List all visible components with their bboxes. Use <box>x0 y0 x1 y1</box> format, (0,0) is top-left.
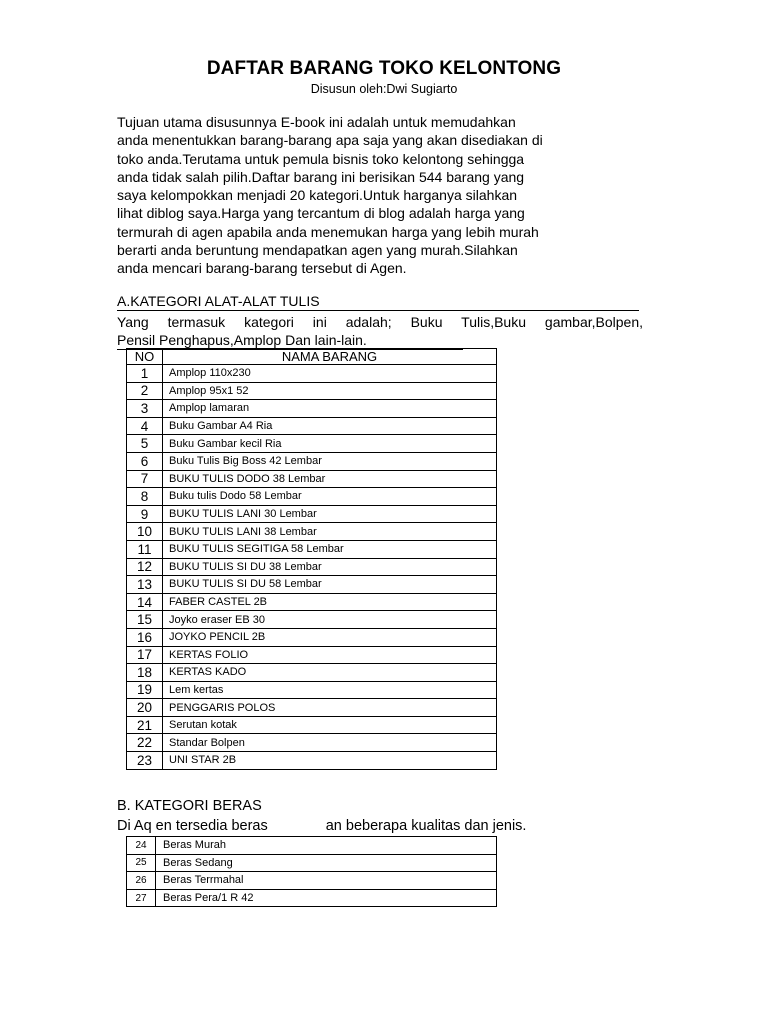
table-row <box>127 628 497 646</box>
item-number: 7 <box>127 470 163 488</box>
item-name: Amplop 95x1 52 <box>163 382 497 400</box>
document-title: DAFTAR BARANG TOKO KELONTONG <box>206 58 562 79</box>
table-row <box>127 400 497 418</box>
item-number: 3 <box>127 400 163 418</box>
item-name: PENGGARIS POLOS <box>163 699 497 717</box>
item-name: KERTAS KADO <box>163 664 497 682</box>
table-row <box>127 435 497 453</box>
item-number: 20 <box>127 699 163 717</box>
item-number: 21 <box>127 716 163 734</box>
table-row <box>127 854 497 872</box>
item-number: 12 <box>127 558 163 576</box>
item-number: 5 <box>127 435 163 453</box>
item-name: Standar Bolpen <box>163 734 497 752</box>
section-a-heading: A.KATEGORI ALAT-ALAT TULIS <box>117 293 639 311</box>
stationery-table <box>126 348 497 770</box>
section-b-desc-part: Di Aq en tersedia beras <box>117 818 268 834</box>
item-number: 8 <box>127 488 163 506</box>
intro-line: berarti anda beruntung mendapatkan agen yang murah.Silahkan <box>117 242 518 259</box>
document-author: Disusun oleh:Dwi Sugiarto <box>310 82 458 96</box>
item-name: Buku Gambar kecil Ria <box>163 435 497 453</box>
intro-line: anda menentukkan barang-barang apa saja yang akan disediakan di <box>117 132 543 149</box>
intro-paragraph <box>117 113 607 278</box>
table-row <box>127 488 497 506</box>
section-a-desc-line: Yang termasuk kategori ini adalah; Buku Tulis,Buku gambar,Bolpen, <box>117 314 643 330</box>
table-row <box>127 646 497 664</box>
table-row <box>127 505 497 523</box>
table-row <box>127 382 497 400</box>
item-name: BUKU TULIS SI DU 38 Lembar <box>163 558 497 576</box>
item-name: BUKU TULIS LANI 30 Lembar <box>163 505 497 523</box>
intro-line: lihat diblog saya.Harga yang tercantum di blog adalah harga yang <box>117 205 525 222</box>
table-row <box>127 664 497 682</box>
table-row <box>127 716 497 734</box>
section-b-desc-part: an beberapa kualitas dan jenis. <box>325 818 527 834</box>
item-name: Buku Tulis Big Boss 42 Lembar <box>163 452 497 470</box>
intro-line: anda mencari barang-barang tersebut di Agen. <box>117 260 407 277</box>
table-row <box>127 837 497 855</box>
table-row <box>127 365 497 383</box>
item-number: 6 <box>127 452 163 470</box>
item-number: 18 <box>127 664 163 682</box>
table-row <box>127 470 497 488</box>
item-number: 15 <box>127 611 163 629</box>
section-b-description <box>117 818 526 834</box>
column-header-no: NO <box>127 349 163 365</box>
item-name: BUKU TULIS SI DU 58 Lembar <box>163 576 497 594</box>
table-row <box>127 681 497 699</box>
intro-line: termurah di agen apabila anda menemukan harga yang lebih murah <box>117 223 539 240</box>
column-header-name: NAMA BARANG <box>163 349 497 365</box>
item-name: KERTAS FOLIO <box>163 646 497 664</box>
item-number: 10 <box>127 523 163 541</box>
rice-table <box>126 836 497 907</box>
item-name: Beras Sedang <box>156 854 497 872</box>
item-name: FABER CASTEL 2B <box>163 593 497 611</box>
item-name: Lem kertas <box>163 681 497 699</box>
table-row <box>127 593 497 611</box>
item-number: 24 <box>127 837 156 855</box>
table-row <box>127 523 497 541</box>
item-name: Beras Terrmahal <box>156 872 497 890</box>
item-number: 23 <box>127 752 163 770</box>
item-number: 26 <box>127 872 156 890</box>
item-number: 17 <box>127 646 163 664</box>
item-number: 2 <box>127 382 163 400</box>
item-number: 16 <box>127 628 163 646</box>
table-row <box>127 452 497 470</box>
item-name: Buku tulis Dodo 58 Lembar <box>163 488 497 506</box>
table-row <box>127 889 497 907</box>
item-number: 9 <box>127 505 163 523</box>
item-name: BUKU TULIS LANI 38 Lembar <box>163 523 497 541</box>
item-name: BUKU TULIS DODO 38 Lembar <box>163 470 497 488</box>
table-header-row <box>127 349 497 365</box>
item-number: 13 <box>127 576 163 594</box>
item-name: Buku Gambar A4 Ria <box>163 417 497 435</box>
table-row <box>127 699 497 717</box>
item-number: 11 <box>127 540 163 558</box>
table-row <box>127 540 497 558</box>
section-b-heading: B. KATEGORI BERAS <box>117 798 262 814</box>
item-name: Amplop 110x230 <box>163 365 497 383</box>
intro-line: toko anda.Terutama untuk pemula bisnis toko kelontong sehingga <box>117 150 525 167</box>
item-name: UNI STAR 2B <box>163 752 497 770</box>
table-row <box>127 611 497 629</box>
item-number: 4 <box>127 417 163 435</box>
item-name: BUKU TULIS SEGITIGA 58 Lembar <box>163 540 497 558</box>
item-name: Joyko eraser EB 30 <box>163 611 497 629</box>
item-number: 25 <box>127 854 156 872</box>
item-name: Beras Murah <box>156 837 497 855</box>
item-name: Serutan kotak <box>163 716 497 734</box>
section-a-description <box>117 314 643 350</box>
item-number: 22 <box>127 734 163 752</box>
item-number: 27 <box>127 889 156 907</box>
item-number: 19 <box>127 681 163 699</box>
intro-line: anda tidak salah pilih.Daftar barang ini berisikan 544 barang yang <box>117 168 525 185</box>
item-number: 14 <box>127 593 163 611</box>
table-row <box>127 734 497 752</box>
item-number: 1 <box>127 365 163 383</box>
table-row <box>127 417 497 435</box>
table-row <box>127 752 497 770</box>
intro-line: Tujuan utama disusunnya E-book ini adalah untuk memudahkan <box>117 114 516 130</box>
item-name: Beras Pera/1 R 42 <box>156 889 497 907</box>
intro-line: saya kelompokkan menjadi 20 kategori.Untuk harganya silahkan <box>117 187 518 204</box>
item-name: Amplop lamaran <box>163 400 497 418</box>
table-row <box>127 872 497 890</box>
section-a-desc-line: Pensil Penghapus,Amplop Dan lain-lain. <box>117 332 463 351</box>
table-row <box>127 576 497 594</box>
item-name: JOYKO PENCIL 2B <box>163 628 497 646</box>
table-row <box>127 558 497 576</box>
